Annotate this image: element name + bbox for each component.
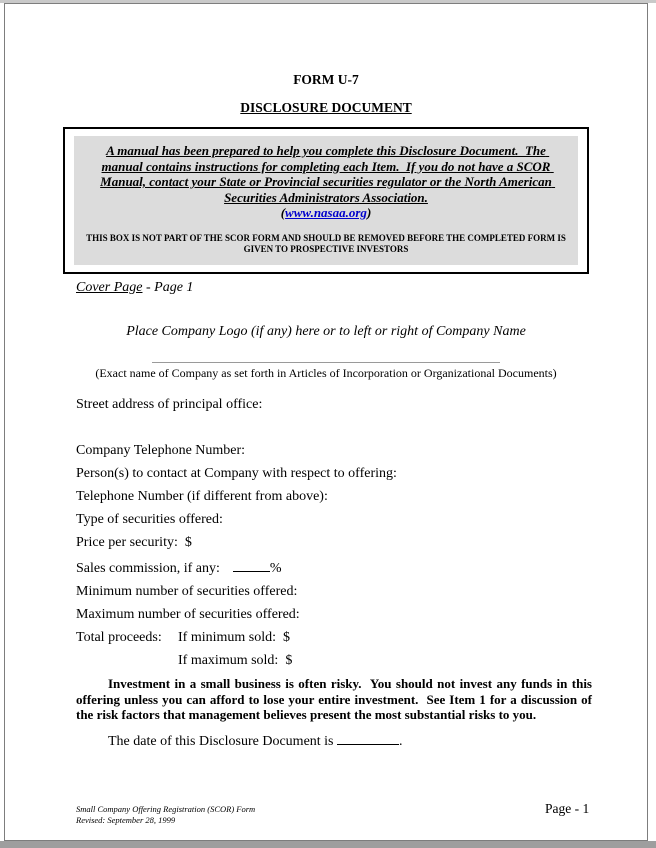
field-min-securities: Minimum number of securities offered: xyxy=(76,584,298,599)
field-max-securities: Maximum number of securities offered: xyxy=(76,607,300,622)
cover-page-number-suffix: - Page 1 xyxy=(142,280,194,295)
disclosure-date-line xyxy=(76,731,592,749)
disclosure-date-blank xyxy=(337,731,399,745)
footer-form-info xyxy=(76,804,255,825)
notice-box-inner xyxy=(74,136,578,265)
field-sales-commission xyxy=(76,558,592,576)
field-company-phone: Company Telephone Number: xyxy=(76,443,246,458)
if-maximum-sold-label: If maximum sold: $ xyxy=(178,653,293,668)
page-number: Page - 1 xyxy=(545,801,590,816)
field-securities-type: Type of securities offered: xyxy=(76,512,223,527)
manual-notice-paragraph: A manual has been prepared to help you complete this Disclosure Document. The manual contains instructions for completing each Item. If you do not have a SCOR Manual, contact your State or Provincial securities regulator or the North American Securities Administrators Association. xyxy=(100,143,556,205)
scor-manual-notice-box xyxy=(63,127,589,274)
footer-revised-date: Revised: September 28, 1999 xyxy=(76,814,176,825)
viewer-bottom-edge xyxy=(0,841,656,848)
total-proceeds-label: Total proceeds: xyxy=(76,630,162,645)
cover-fields xyxy=(76,397,596,749)
form-title: FORM U-7 xyxy=(293,72,359,87)
field-contact-person: Person(s) to contact at Company with respect to offering: xyxy=(76,466,397,481)
field-price-per-security: Price per security: $ xyxy=(76,535,192,550)
if-minimum-sold-label: If minimum sold: $ xyxy=(178,630,290,645)
cover-page-label: Cover Page xyxy=(76,280,143,295)
company-name-caption: (Exact name of Company as set forth in Articles of Incorporation or Organizational Documents) xyxy=(95,366,557,380)
field-total-proceeds-min xyxy=(76,630,592,645)
form-subtitle: DISCLOSURE DOCUMENT xyxy=(240,100,412,115)
sales-commission-percent: % xyxy=(269,561,282,576)
disclosure-date-period: . xyxy=(399,733,403,749)
field-street-address: Street address of principal office: xyxy=(76,397,263,412)
company-logo-instruction: Place Company Logo (if any) here or to left or right of Company Name xyxy=(126,324,526,339)
remove-box-warning: THIS BOX IS NOT PART OF THE SCOR FORM AND SHOULD BE REMOVED BEFORE THE COMPLETED FORM IS GIVEN TO PROSPECTIVE INVESTORS xyxy=(86,233,569,254)
cover-page-label-line xyxy=(76,280,647,295)
risk-warning-paragraph: Investment in a small business is often risky. You should not invest any funds in this offering unless you can afford to lose your entire investment. See Item 1 for a discussion of the risk factors that management believes present the most substantial risks to you. xyxy=(76,676,596,722)
document-page xyxy=(4,3,648,841)
link-close-paren: ) xyxy=(366,205,372,220)
company-name-blank-line xyxy=(152,362,500,363)
field-phone-alt: Telephone Number (if different from above): xyxy=(76,489,328,504)
footer-form-name: Small Company Offering Registration (SCOR) Form xyxy=(76,804,256,814)
sales-commission-blank xyxy=(233,558,270,572)
sales-commission-label: Sales commission, if any: xyxy=(76,561,220,576)
nasaa-link[interactable]: www.nasaa.org xyxy=(285,205,367,220)
form-u7-cover-page xyxy=(5,72,647,841)
field-total-proceeds-max xyxy=(76,653,592,668)
nasaa-link-line xyxy=(84,205,568,220)
disclosure-date-prefix: The date of this Disclosure Document is xyxy=(108,733,338,749)
link-open-paren: ( xyxy=(280,205,286,220)
